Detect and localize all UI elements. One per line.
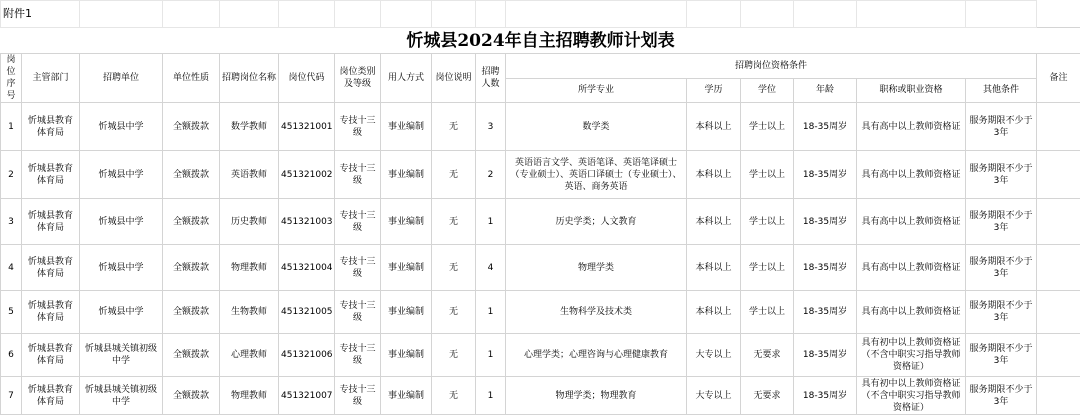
cell-remark [1037, 291, 1080, 334]
cell-edu: 本科以上 [687, 151, 741, 199]
cell-age: 18-35周岁 [794, 151, 857, 199]
cell-employ: 事业编制 [381, 199, 432, 245]
cell-employ: 事业编制 [381, 334, 432, 377]
cell-seq: 2 [1, 151, 22, 199]
cell-age: 18-35周岁 [794, 334, 857, 377]
cell-other: 服务期限不少于3年 [966, 334, 1037, 377]
cell-count: 1 [476, 199, 506, 245]
cell-cert: 具有初中以上教师资格证（不含中职实习指导教师资格证） [857, 377, 966, 415]
cell-unit: 忻城县中学 [80, 199, 163, 245]
cell-post-name: 英语教师 [220, 151, 279, 199]
cell-degree: 学士以上 [741, 103, 794, 151]
cell-seq: 7 [1, 377, 22, 415]
cell-employ: 事业编制 [381, 377, 432, 415]
table-row [1, 103, 1080, 151]
cell-desc: 无 [432, 199, 476, 245]
cell-dept: 忻城县教育体育局 [22, 103, 80, 151]
cell-count: 1 [476, 377, 506, 415]
cell-nature: 全额拨款 [163, 245, 220, 291]
cell-desc: 无 [432, 245, 476, 291]
cell-desc: 无 [432, 103, 476, 151]
cell-other: 服务期限不少于3年 [966, 245, 1037, 291]
cell-degree: 学士以上 [741, 245, 794, 291]
attachment-label: 附件1 [1, 1, 80, 28]
table-body [1, 103, 1080, 415]
cell-employ: 事业编制 [381, 151, 432, 199]
cell-age: 18-35周岁 [794, 291, 857, 334]
cell-dept: 忻城县教育体育局 [22, 334, 80, 377]
cell-post-type: 专技十三级 [335, 377, 381, 415]
cell-other: 服务期限不少于3年 [966, 151, 1037, 199]
cell-edu: 本科以上 [687, 291, 741, 334]
cell-cert: 具有高中以上教师资格证 [857, 103, 966, 151]
cell-major: 生物科学及技术类 [506, 291, 687, 334]
cell-count: 2 [476, 151, 506, 199]
cell-other: 服务期限不少于3年 [966, 103, 1037, 151]
cell-dept: 忻城县教育体育局 [22, 291, 80, 334]
cell-post-code: 451321005 [279, 291, 335, 334]
cell-seq: 1 [1, 103, 22, 151]
cell-dept: 忻城县教育体育局 [22, 199, 80, 245]
cell-post-name: 数学教师 [220, 103, 279, 151]
cell-count: 1 [476, 291, 506, 334]
header-remark: 备注 [1037, 54, 1080, 103]
cell-post-code: 451321006 [279, 334, 335, 377]
cell-unit: 忻城县城关镇初级中学 [80, 377, 163, 415]
table-row [1, 377, 1080, 415]
cell-age: 18-35周岁 [794, 199, 857, 245]
cell-seq: 3 [1, 199, 22, 245]
cell-age: 18-35周岁 [794, 103, 857, 151]
cell-unit: 忻城县中学 [80, 151, 163, 199]
cell-post-type: 专技十三级 [335, 334, 381, 377]
cell-remark [1037, 377, 1080, 415]
attachment-row [1, 1, 1080, 28]
cell-dept: 忻城县教育体育局 [22, 151, 80, 199]
cell-nature: 全额拨款 [163, 377, 220, 415]
cell-unit: 忻城县中学 [80, 103, 163, 151]
header-count: 招聘人数 [476, 54, 506, 103]
cell-desc: 无 [432, 151, 476, 199]
cell-post-name: 物理教师 [220, 245, 279, 291]
cell-degree: 无要求 [741, 334, 794, 377]
cell-employ: 事业编制 [381, 103, 432, 151]
cell-cert: 具有高中以上教师资格证 [857, 291, 966, 334]
cell-post-type: 专技十三级 [335, 291, 381, 334]
cell-unit: 忻城县中学 [80, 245, 163, 291]
cell-post-type: 专技十三级 [335, 151, 381, 199]
table-row [1, 151, 1080, 199]
header-cert: 职称或职业资格 [857, 78, 966, 103]
cell-seq: 4 [1, 245, 22, 291]
table-row [1, 291, 1080, 334]
cell-cert: 具有高中以上教师资格证 [857, 245, 966, 291]
header-row [1, 54, 1080, 79]
header-age: 年龄 [794, 78, 857, 103]
cell-count: 3 [476, 103, 506, 151]
cell-nature: 全额拨款 [163, 291, 220, 334]
cell-edu: 本科以上 [687, 199, 741, 245]
page-title: 忻城县2024年自主招聘教师计划表 [1, 28, 1080, 54]
cell-edu: 大专以上 [687, 377, 741, 415]
cell-cert: 具有初中以上教师资格证（不含中职实习指导教师资格证） [857, 334, 966, 377]
table-row [1, 334, 1080, 377]
cell-seq: 5 [1, 291, 22, 334]
cell-dept: 忻城县教育体育局 [22, 245, 80, 291]
cell-employ: 事业编制 [381, 291, 432, 334]
header-dept: 主管部门 [22, 54, 80, 103]
header-nature: 单位性质 [163, 54, 220, 103]
cell-degree: 无要求 [741, 377, 794, 415]
header-degree: 学位 [741, 78, 794, 103]
cell-remark [1037, 245, 1080, 291]
cell-desc: 无 [432, 291, 476, 334]
cell-major: 物理学类；物理教育 [506, 377, 687, 415]
cell-post-name: 心理教师 [220, 334, 279, 377]
header-edu: 学历 [687, 78, 741, 103]
cell-seq: 6 [1, 334, 22, 377]
cell-other: 服务期限不少于3年 [966, 199, 1037, 245]
cell-other: 服务期限不少于3年 [966, 291, 1037, 334]
cell-remark [1037, 199, 1080, 245]
header-qual-group: 招聘岗位资格条件 [506, 54, 1037, 79]
header-other: 其他条件 [966, 78, 1037, 103]
cell-cert: 具有高中以上教师资格证 [857, 199, 966, 245]
cell-unit: 忻城县城关镇初级中学 [80, 334, 163, 377]
cell-major: 英语语言文学、英语笔译、英语笔译硕士（专业硕士）、英语口译硕士（专业硕士）、英语、商务英语 [506, 151, 687, 199]
cell-post-code: 451321001 [279, 103, 335, 151]
cell-nature: 全额拨款 [163, 334, 220, 377]
cell-desc: 无 [432, 377, 476, 415]
cell-post-code: 451321002 [279, 151, 335, 199]
cell-nature: 全额拨款 [163, 151, 220, 199]
header-desc: 岗位说明 [432, 54, 476, 103]
cell-degree: 学士以上 [741, 291, 794, 334]
cell-post-code: 451321003 [279, 199, 335, 245]
header-unit: 招聘单位 [80, 54, 163, 103]
cell-employ: 事业编制 [381, 245, 432, 291]
title-row [1, 28, 1080, 54]
cell-post-name: 生物教师 [220, 291, 279, 334]
cell-dept: 忻城县教育体育局 [22, 377, 80, 415]
cell-desc: 无 [432, 334, 476, 377]
cell-major: 物理学类 [506, 245, 687, 291]
cell-cert: 具有高中以上教师资格证 [857, 151, 966, 199]
cell-remark [1037, 103, 1080, 151]
cell-unit: 忻城县中学 [80, 291, 163, 334]
table-row [1, 245, 1080, 291]
cell-post-name: 历史教师 [220, 199, 279, 245]
header-post-code: 岗位代码 [279, 54, 335, 103]
cell-post-type: 专技十三级 [335, 103, 381, 151]
cell-edu: 本科以上 [687, 103, 741, 151]
cell-count: 1 [476, 334, 506, 377]
header-major: 所学专业 [506, 78, 687, 103]
cell-edu: 大专以上 [687, 334, 741, 377]
cell-other: 服务期限不少于3年 [966, 377, 1037, 415]
cell-age: 18-35周岁 [794, 377, 857, 415]
cell-nature: 全额拨款 [163, 103, 220, 151]
cell-remark [1037, 334, 1080, 377]
cell-post-type: 专技十三级 [335, 199, 381, 245]
header-post-name: 招聘岗位名称 [220, 54, 279, 103]
cell-nature: 全额拨款 [163, 199, 220, 245]
cell-post-name: 物理教师 [220, 377, 279, 415]
cell-remark [1037, 151, 1080, 199]
cell-major: 心理学类；心理咨询与心理健康教育 [506, 334, 687, 377]
table-row [1, 199, 1080, 245]
cell-count: 4 [476, 245, 506, 291]
cell-post-code: 451321004 [279, 245, 335, 291]
cell-post-type: 专技十三级 [335, 245, 381, 291]
cell-degree: 学士以上 [741, 199, 794, 245]
cell-post-code: 451321007 [279, 377, 335, 415]
cell-edu: 本科以上 [687, 245, 741, 291]
cell-age: 18-35周岁 [794, 245, 857, 291]
cell-degree: 学士以上 [741, 151, 794, 199]
header-employ: 用人方式 [381, 54, 432, 103]
cell-major: 数学类 [506, 103, 687, 151]
cell-major: 历史学类；人文教育 [506, 199, 687, 245]
header-seq: 岗位序号 [1, 54, 22, 103]
header-post-type: 岗位类别及等级 [335, 54, 381, 103]
